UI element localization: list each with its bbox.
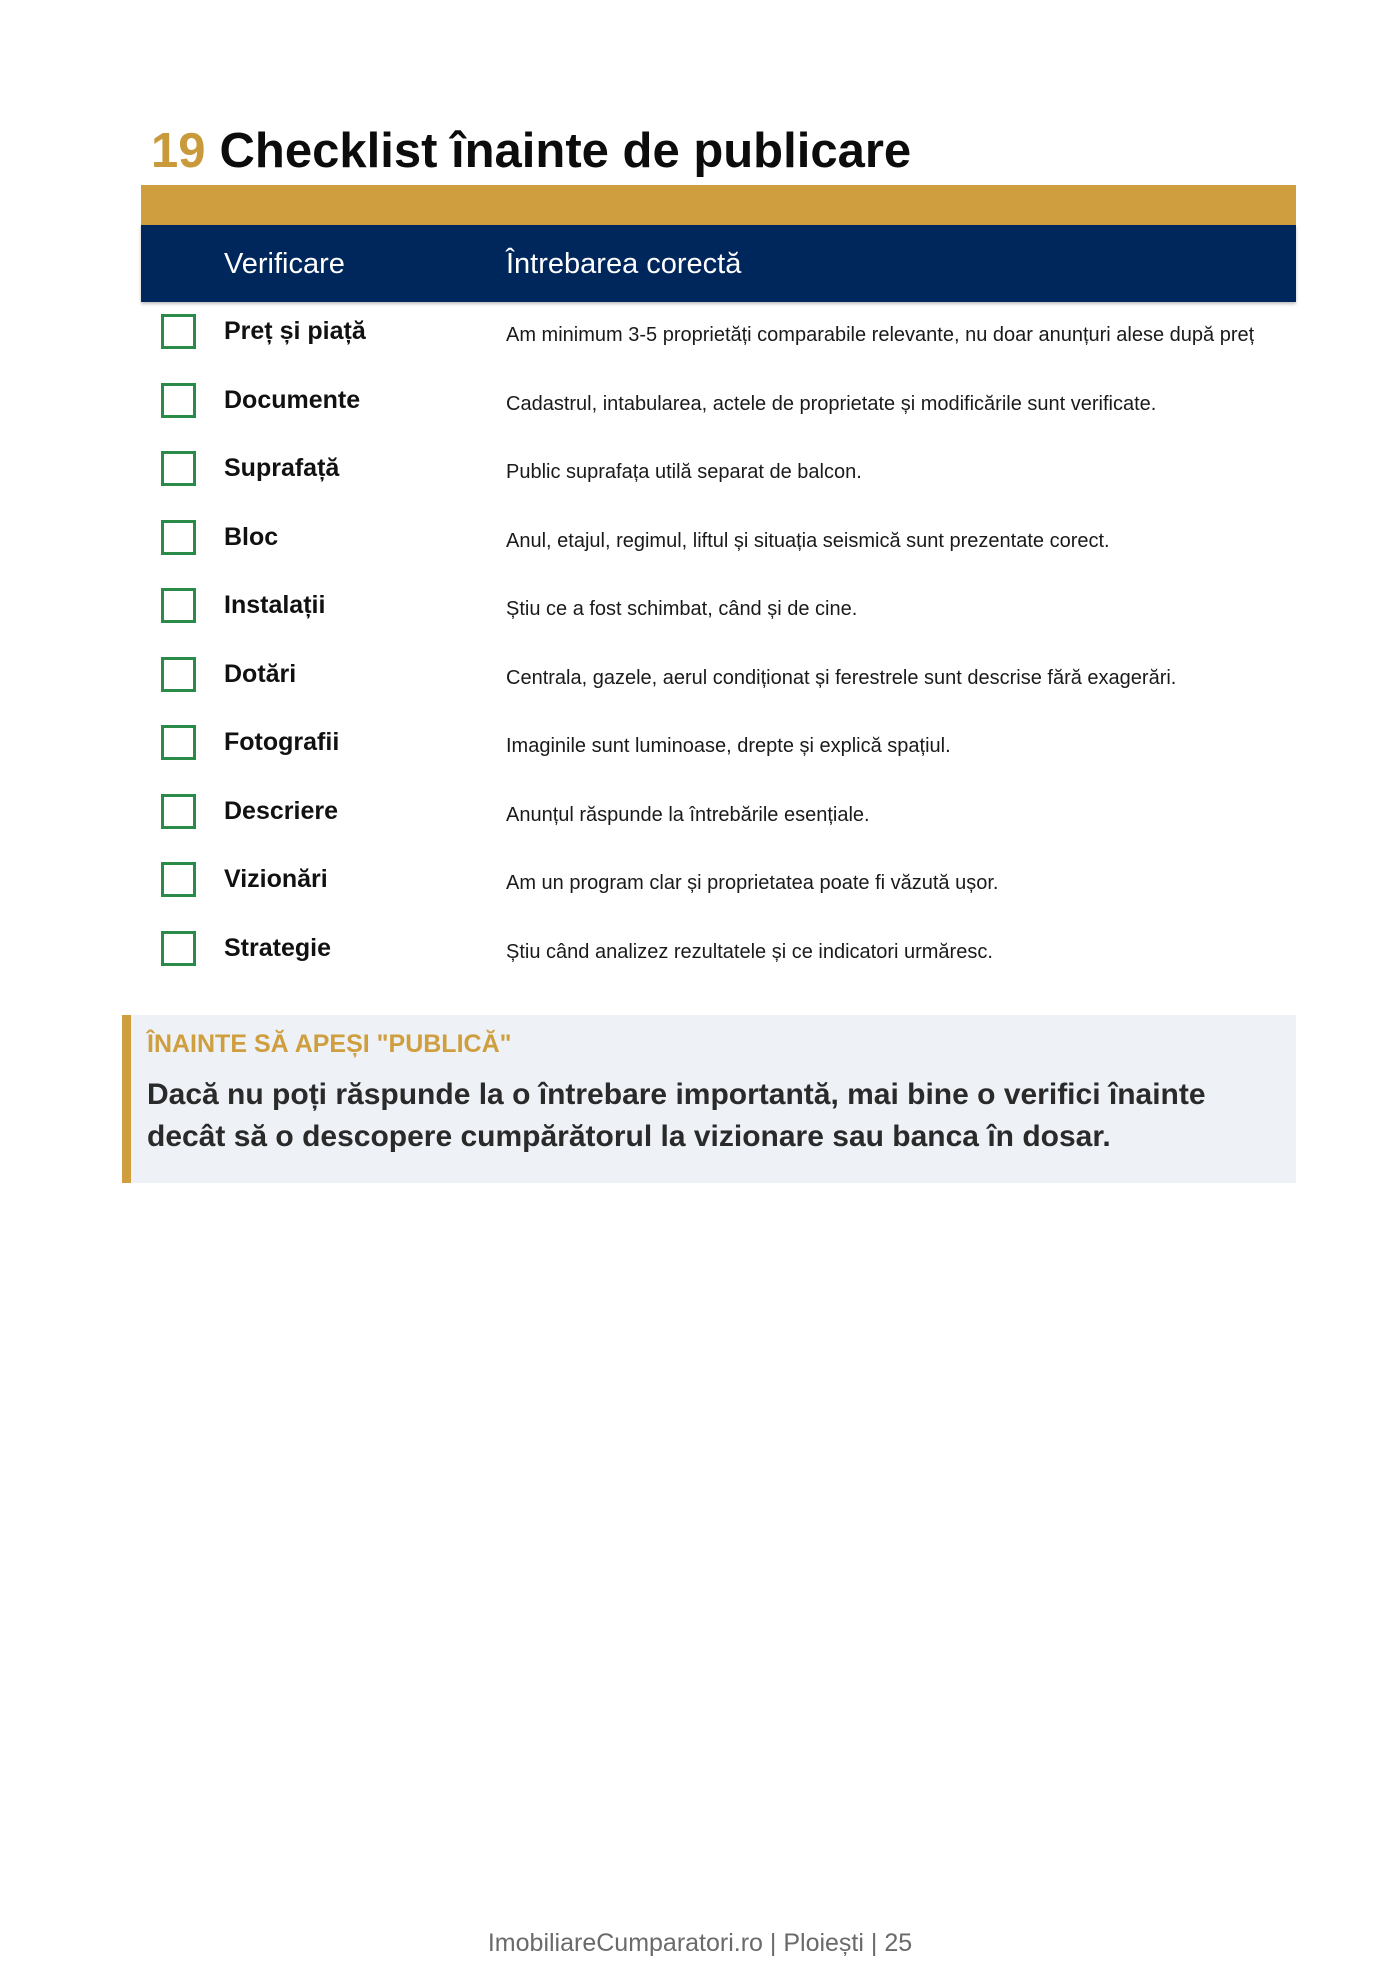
checklist-row: [141, 439, 1296, 508]
callout-title: ÎNAINTE SĂ APEȘI "PUBLICĂ": [147, 1030, 512, 1058]
checklist-item-question: Anul, etajul, regimul, liftul și situația seismică sunt prezentate corect.: [506, 529, 1110, 552]
checkbox[interactable]: [161, 657, 196, 692]
checklist-row: [141, 919, 1296, 988]
checklist-item-label: Dotări: [224, 659, 297, 688]
checklist-item-question: Cadastrul, intabularea, actele de proprietate și modificările sunt verificate.: [506, 392, 1157, 415]
checklist-row: [141, 302, 1296, 371]
checklist-row: [141, 782, 1296, 851]
checklist-item-question: Știu ce a fost schimbat, când și de cine.: [506, 598, 858, 620]
checklist-item-question: Imaginile sunt luminoase, drepte și explică spațiul.: [506, 735, 951, 757]
checkbox[interactable]: [161, 794, 196, 829]
checklist-row: [141, 645, 1296, 714]
checklist-item-label: Preț și piață: [224, 317, 366, 345]
checkbox[interactable]: [161, 862, 196, 897]
checkbox[interactable]: [161, 725, 196, 760]
checklist-table-header: [141, 225, 1296, 302]
checklist-item-question: Am minimum 3-5 proprietăți comparabile relevante, nu doar anunțuri alese după preț: [506, 324, 1255, 346]
column-header-check: Verificare: [224, 248, 345, 280]
section-number: 19: [151, 124, 206, 178]
checklist-row: [141, 508, 1296, 577]
checklist-rows: [141, 302, 1296, 987]
callout-box: [122, 1015, 1296, 1183]
checkbox[interactable]: [161, 931, 196, 966]
checklist-item-label: Instalații: [224, 591, 326, 619]
checklist-item-label: Documente: [224, 385, 361, 414]
column-header-question: Întrebarea corectă: [506, 248, 742, 280]
checklist-item-question: Anunțul răspunde la întrebările esențiale.: [506, 803, 870, 826]
checkbox[interactable]: [161, 314, 196, 349]
checklist-row: [141, 576, 1296, 645]
checklist-item-question: Centrala, gazele, aerul condiționat și ferestrele sunt descrise fără exagerări.: [506, 666, 1177, 689]
checklist-row: [141, 371, 1296, 440]
checklist-item-question: Public suprafața utilă separat de balcon.: [506, 461, 862, 483]
checklist-item-label: Fotografii: [224, 728, 340, 756]
checklist-item-label: Descriere: [224, 796, 338, 825]
checkbox[interactable]: [161, 383, 196, 418]
checklist-item-label: Suprafață: [224, 454, 340, 482]
checklist-item-label: Bloc: [224, 522, 279, 551]
checkbox[interactable]: [161, 451, 196, 486]
checklist-row: [141, 713, 1296, 782]
checklist-row: [141, 850, 1296, 919]
checklist-item-question: Am un program clar și proprietatea poate fi văzută ușor.: [506, 872, 999, 894]
section-title: Checklist înainte de publicare: [219, 124, 912, 178]
checklist-item-label: Vizionări: [224, 865, 328, 893]
checklist-item-question: Știu când analizez rezultatele și ce indicatori urmăresc.: [506, 940, 993, 963]
page-title: [151, 121, 911, 181]
checklist-item-label: Strategie: [224, 933, 331, 962]
checkbox[interactable]: [161, 588, 196, 623]
page-footer: ImobiliareCumparatori.ro | Ploiești | 25: [487, 1929, 913, 1957]
accent-bar: [141, 185, 1296, 225]
checkbox[interactable]: [161, 520, 196, 555]
callout-body: Dacă nu poți răspunde la o întrebare importantă, mai bine o verifici înainte decât să o descopere cumpărătorul la vizionare sau banca în dosar.: [147, 1078, 1206, 1153]
